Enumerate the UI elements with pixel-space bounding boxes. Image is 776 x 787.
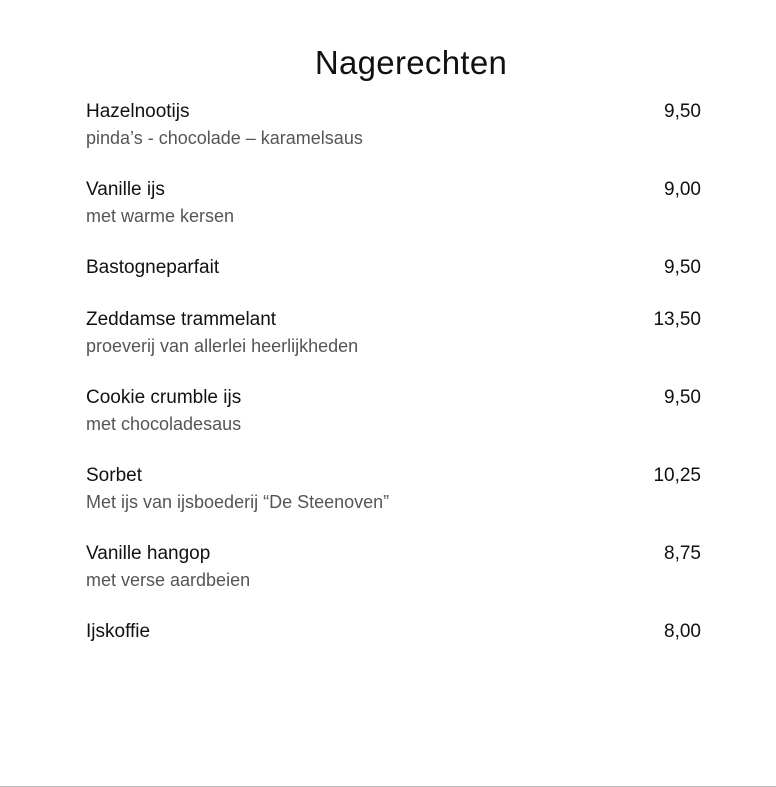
menu-item [86,385,701,463]
menu-item-price: 9,50 [664,257,701,278]
menu-item-description: Met ijs van ijsboederij “De Steenoven” [86,492,390,512]
page-title: Nagerechten [314,44,508,81]
menu-item-description: met verse aardbeien [86,570,251,590]
menu-item-name: Cookie crumble ijs [86,387,242,408]
menu-item-description: proeverij van allerlei heerlijkheden [86,336,359,356]
menu-item-price: 10,25 [653,465,701,486]
menu-item-name: Hazelnootijs [86,101,190,122]
menu-item [86,541,701,619]
menu-item-description: met chocoladesaus [86,414,242,434]
menu-item-price: 9,50 [664,101,701,122]
menu-item-price: 13,50 [653,309,701,330]
menu-item-description: pinda’s - chocolade – karamelsaus [86,128,363,148]
dessert-menu-list [86,99,701,671]
menu-item [86,619,701,671]
menu-item-name: Vanille ijs [86,179,165,200]
menu-item-description: met warme kersen [86,206,235,226]
menu-item-name: Ijskoffie [86,621,151,642]
menu-item-name: Vanille hangop [86,543,211,564]
menu-item-name: Sorbet [86,465,142,486]
menu-item [86,307,701,385]
menu-item-price: 9,00 [664,179,701,200]
menu-item-name: Zeddamse trammelant [86,309,277,330]
menu-item [86,255,701,307]
menu-item-price: 9,50 [664,387,701,408]
menu-item [86,177,701,255]
menu-item [86,99,701,177]
menu-item [86,463,701,541]
menu-item-name: Bastogneparfait [86,257,220,278]
menu-item-price: 8,75 [664,543,701,564]
menu-item-price: 8,00 [664,621,701,642]
